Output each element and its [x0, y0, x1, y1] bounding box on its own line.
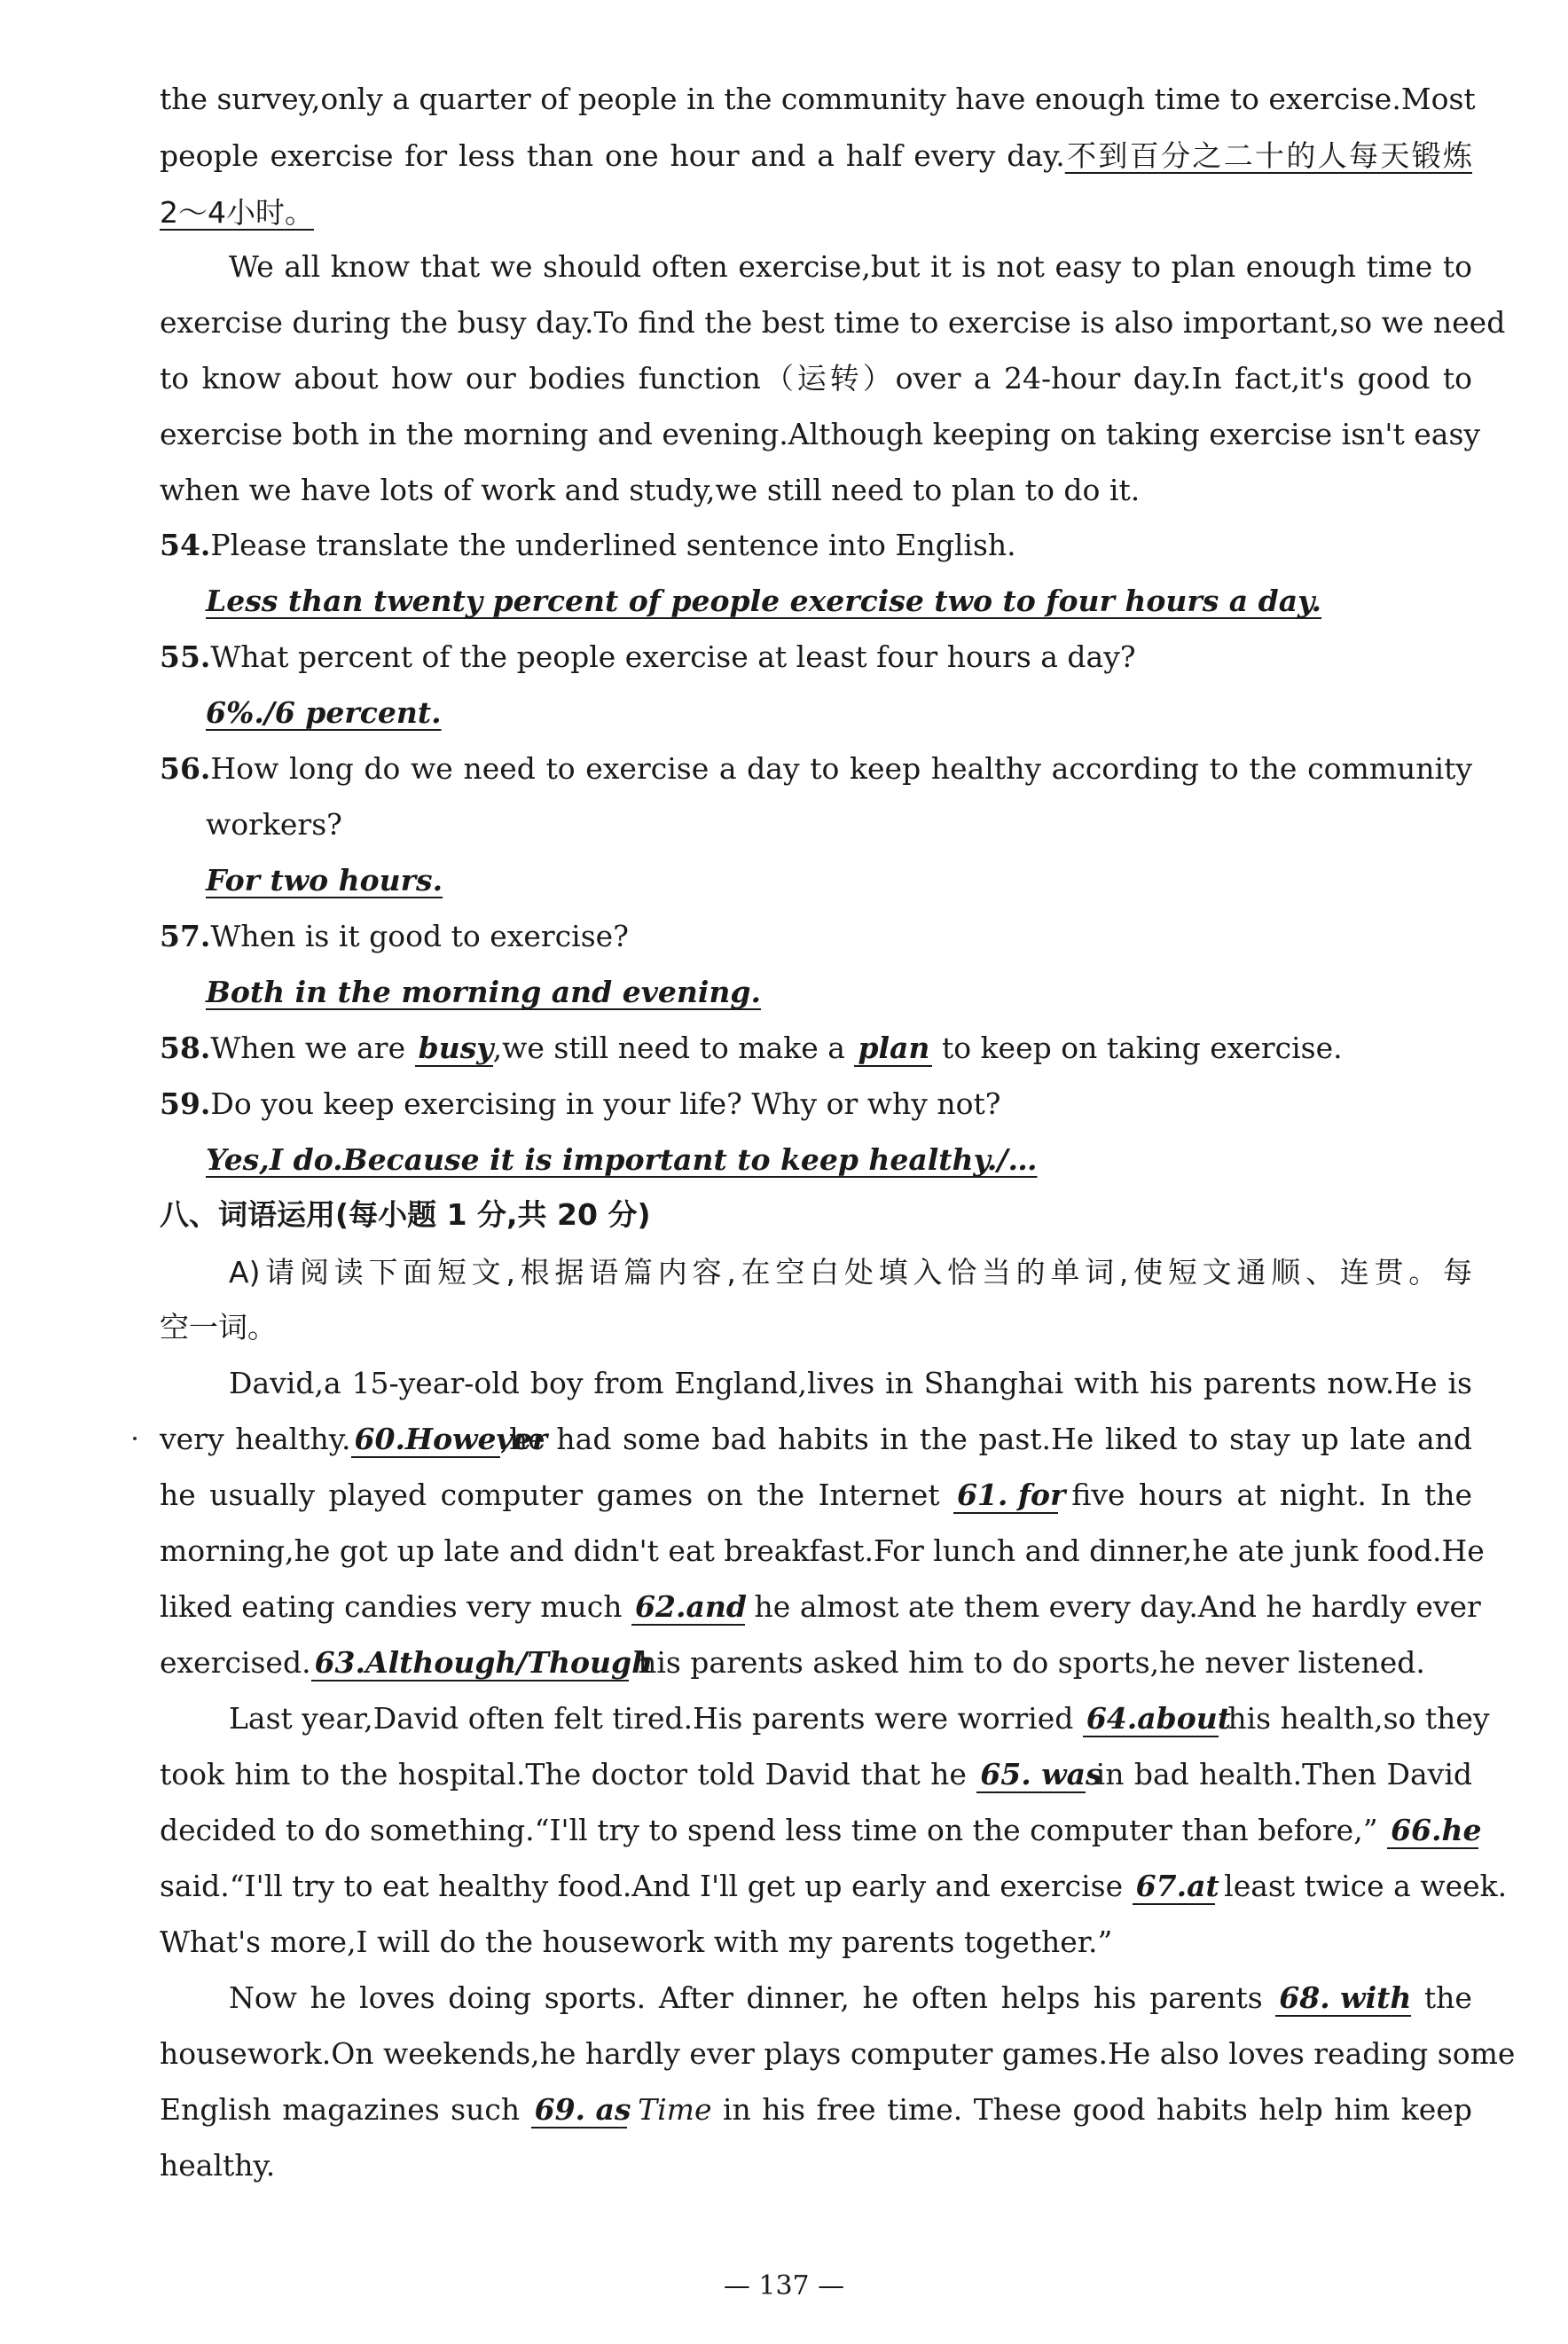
text-segment: English magazines such — [160, 2092, 521, 2127]
question-text: How long do we need to exercise a day to keep healthy according to the community — [210, 751, 1472, 786]
answer-text: Less than twenty percent of people exercise two to four hours a day. — [206, 584, 1321, 618]
question-59 — [160, 1085, 1472, 1124]
question-55 — [160, 638, 1472, 677]
answer-blank-60: 60.However — [351, 1423, 500, 1458]
text-segment: his health,so they — [1227, 1701, 1490, 1736]
text-segment: least twice a week. — [1224, 1869, 1508, 1903]
answer-59 — [206, 1141, 1518, 1180]
paragraph-line: exercise during the busy day.To find the best time to exercise is also important,so we need — [160, 305, 1506, 340]
text-segment: Now he loves doing sports. After dinner, he often helps his parents — [229, 1980, 1263, 2015]
answer-blank: plan — [854, 1031, 932, 1067]
passage-line — [160, 1755, 1472, 1794]
question-text: When is it good to exercise? — [210, 919, 629, 953]
passage-line — [160, 1420, 1472, 1459]
passage-line: David,a 15-year-old boy from England,lives in Shanghai with his parents now.He is — [229, 1366, 1472, 1400]
answer-blank: busy — [415, 1031, 493, 1067]
answer-text: For two hours. — [206, 863, 443, 898]
question-number: 58. — [160, 1031, 211, 1065]
question-text: Please translate the underlined sentence into English. — [210, 528, 1016, 562]
answer-54 — [206, 582, 1518, 621]
answer-text: Both in the morning and evening. — [206, 975, 761, 1009]
passage-line: morning,he got up late and didn't eat breakfast.For lunch and dinner,he ate junk food.He — [160, 1533, 1485, 1568]
question-text: What percent of the people exercise at least four hours a day? — [210, 639, 1136, 674]
paragraph-line — [160, 193, 1472, 232]
passage-line — [160, 1867, 1508, 1906]
paragraph-line: exercise both in the morning and evening.Although keeping on taking exercise isn't easy — [160, 417, 1481, 451]
passage-line — [160, 1587, 1481, 1627]
text-segment: said.“I'll try to eat healthy food.And I'll get up early and exercise — [160, 1869, 1124, 1903]
question-text: to keep on taking exercise. — [941, 1031, 1343, 1065]
answer-blank-67: 67.at — [1133, 1870, 1215, 1905]
answer-blank-62: 62.and — [631, 1590, 745, 1626]
answer-text: 6%./6 percent. — [206, 695, 442, 730]
answer-56 — [206, 861, 1518, 900]
passage-line — [160, 1811, 1482, 1850]
question-56-continued: workers? — [206, 807, 342, 842]
text-segment: in bad health.Then David — [1095, 1757, 1473, 1791]
section-heading: 八、词语运用(每小题 1 分,共 20 分) — [160, 1197, 651, 1232]
text-segment: liked eating candies very much — [160, 1589, 623, 1624]
passage-line: What's more,I will do the housework with my parents together.” — [160, 1925, 1113, 1959]
paragraph-line: the survey,only a quarter of people in the community have enough time to exercise.Most — [160, 82, 1476, 116]
answer-blank-61: 61. for — [953, 1478, 1058, 1514]
magazine-title: Time — [638, 2092, 712, 2127]
text-segment: took him to the hospital.The doctor told David that he — [160, 1757, 967, 1791]
question-number: 56. — [160, 751, 211, 786]
answer-57 — [206, 973, 1518, 1012]
answer-blank-66: 66.he — [1387, 1814, 1478, 1849]
passage-line — [229, 1979, 1472, 2018]
text-segment: Last year,David often felt tired.His parents were worried — [229, 1701, 1074, 1736]
passage-line: healthy. — [160, 2148, 276, 2183]
question-text: Do you keep exercising in your life? Why or why not? — [210, 1086, 1001, 1121]
text-segment: in his free time. These good habits help him keep — [723, 2092, 1472, 2127]
text-segment: exercised. — [160, 1645, 311, 1680]
passage-line — [160, 1476, 1472, 1515]
underlined-chinese-sentence-end: 2～4小时。 — [160, 195, 314, 230]
answer-blank-68: 68. with — [1275, 1981, 1411, 2017]
text-segment: he almost ate them every day.And he hardly ever — [754, 1589, 1481, 1624]
question-number: 59. — [160, 1086, 211, 1121]
text-segment: his parents asked him to do sports,he never listened. — [638, 1645, 1425, 1680]
answer-blank-63: 63.Although/Though — [311, 1646, 629, 1682]
question-57 — [160, 917, 1472, 956]
text-segment: he usually played computer games on the Internet — [160, 1478, 940, 1512]
answer-55 — [206, 694, 1518, 733]
text-segment: very healthy. — [160, 1422, 351, 1456]
answer-text: Yes,I do.Because it is important to keep healthy./… — [206, 1142, 1038, 1177]
question-text: ,we still need to make a — [492, 1031, 845, 1065]
section-instruction: 空一词。 — [160, 1310, 277, 1344]
passage-line — [229, 1699, 1490, 1738]
answer-blank-69: 69. as — [531, 2093, 627, 2128]
text-segment: people exercise for less than one hour and a half every day. — [160, 138, 1065, 173]
question-58 — [160, 1029, 1472, 1068]
question-54 — [160, 526, 1472, 565]
section-instruction: A)请阅读下面短文,根据语篇内容,在空白处填入恰当的单词,使短文通顺、连贯。每 — [229, 1255, 1472, 1290]
question-number: 55. — [160, 639, 211, 674]
question-number: 57. — [160, 919, 211, 953]
passage-line — [160, 1643, 1472, 1682]
stray-dot — [133, 1437, 137, 1440]
text-segment: decided to do something.“I'll try to spend less time on the computer than before,” — [160, 1813, 1378, 1847]
page-number: — 137 — — [723, 2270, 845, 2301]
question-56 — [160, 749, 1472, 788]
answer-blank-64: 64.about — [1083, 1702, 1219, 1737]
underlined-chinese-sentence: 不到百分之二十的人每天锻炼 — [1064, 138, 1472, 173]
answer-blank-65: 65. was — [976, 1758, 1086, 1793]
text-segment: the — [1423, 1980, 1472, 2015]
question-number: 54. — [160, 528, 211, 562]
question-text: When we are — [210, 1031, 406, 1065]
passage-line — [160, 2090, 1472, 2129]
paragraph-line — [160, 137, 1472, 176]
paragraph-line: We all know that we should often exercise,but it is not easy to plan enough time to — [229, 249, 1472, 284]
paragraph-line: to know about how our bodies function（运转）over a 24-hour day.In fact,it's good to — [160, 361, 1472, 396]
passage-line: housework.On weekends,he hardly ever plays computer games.He also loves reading some — [160, 2036, 1516, 2071]
paragraph-line: when we have lots of work and study,we still need to plan to do it. — [160, 473, 1141, 507]
text-segment: five hours at night. In the — [1071, 1478, 1473, 1512]
text-segment: ,he had some bad habits in the past.He liked to stay up late and — [499, 1422, 1472, 1456]
